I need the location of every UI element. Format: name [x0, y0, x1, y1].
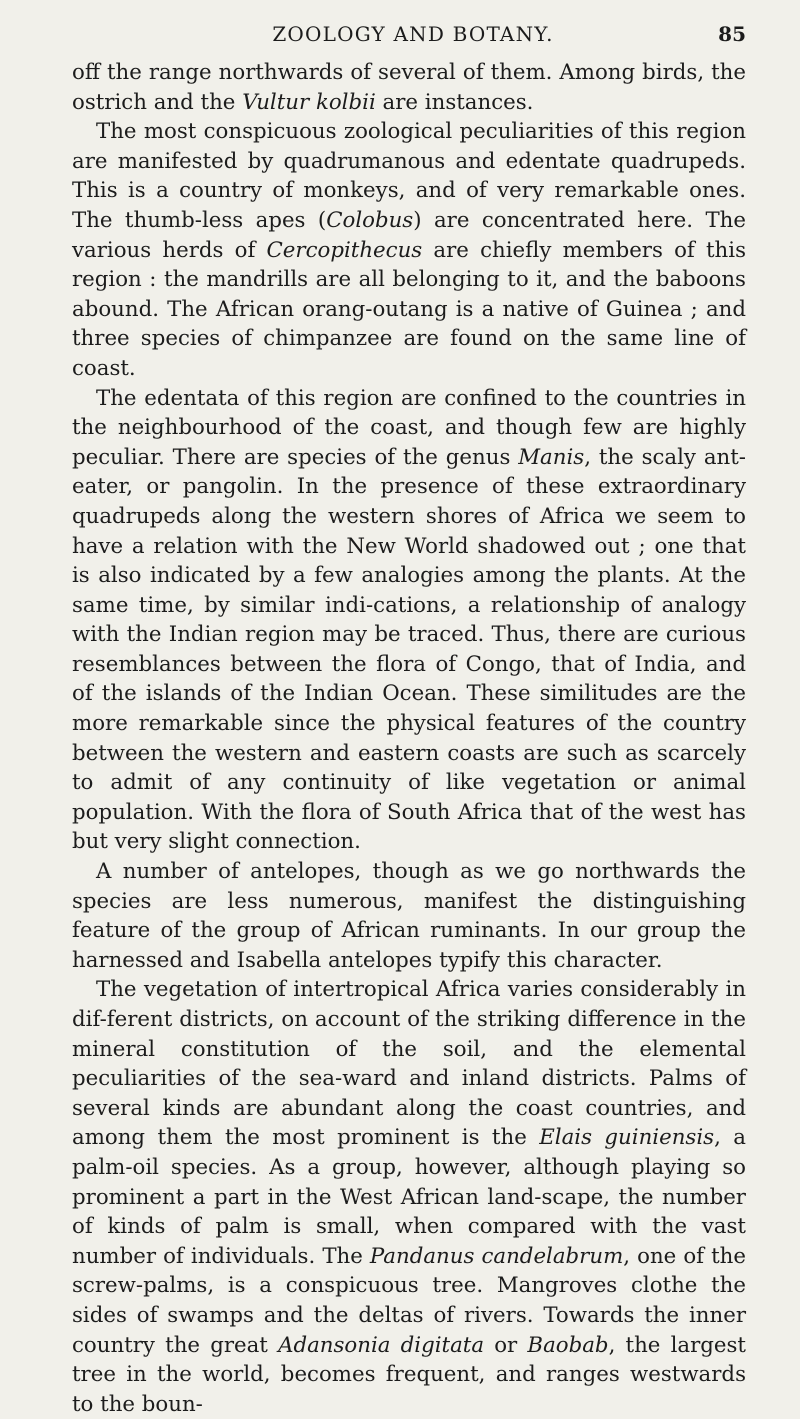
paragraph: [72, 117, 746, 383]
paragraph: [72, 384, 746, 858]
italic-term: Pandanus candelabrum: [369, 1243, 624, 1269]
paragraph: [72, 58, 746, 117]
text-run: ) are concentrated here. The various herds of: [72, 207, 746, 263]
text-run: , the scaly ant-eater, or pangolin. In the presence of these extraordinary quadrupeds along the western shores of Africa we seem to have a relation with the New World shadowed out ; one that is also indicated by a few analogies among the plants. At the same time, by similar indi-cations, a relationship of analogy with the Indian region may be traced. Thus, there are curious resemblances between the flora of Congo, that of India, and of the islands of the Indian Ocean. These similitudes are the more remarkable since the physical features of the country between the western and eastern coasts are such as scarcely to admit of any continuity of like vegetation or animal population. With the flora of South Africa that of the west has but very slight connection.: [72, 444, 746, 855]
text-run: are chiefly members of this region : the mandrills are all belonging to it, and the baboons abound. The African orang-outang is a native of Guinea ; and three species of chimpanzee are found on the same line of coast.: [72, 237, 747, 381]
text-run: , a palm-oil species. As a group, however, although playing so prominent a part in the West African land-scape, the number of kinds of palm is small, when compared with the vast number of individuals. The: [72, 1125, 746, 1269]
text-run: The edentata of this region are confined to the countries in the neighbourhood of the coast, and though few are highly peculiar. There are species of the genus: [72, 385, 746, 470]
page-number: 85: [718, 22, 746, 46]
italic-term: Cercopithecus: [266, 237, 423, 263]
text-run: off the range northwards of several of them. Among birds, the ostrich and the: [72, 60, 746, 115]
text-run: The most conspicuous zoological peculiarities of this region are manifested by quadrumanous and edentate quadrupeds. This is a country of monkeys, and of very remarkable ones. The thumb-less apes (: [72, 119, 746, 233]
text-run: , the largest tree in the world, becomes frequent, and ranges westwards to the boun-: [72, 1332, 746, 1417]
text-run: or: [484, 1332, 528, 1358]
text-run: , one of the screw-palms, is a conspicuous tree. Mangroves clothe the sides of swamps and the deltas of rivers. Towards the inner country the great: [72, 1243, 746, 1358]
italic-term: Colobus: [326, 207, 414, 233]
italic-term: Elais guiniensis: [539, 1125, 715, 1151]
italic-term: Manis: [518, 444, 585, 470]
text-run: are instances.: [375, 89, 534, 115]
italic-term: Adansonia digitata: [278, 1332, 485, 1358]
text-run: The vegetation of intertropical Africa varies considerably in dif-ferent districts, on account of the striking difference in the mineral constitution of the soil, and the elemental peculiarities of the sea-ward and inland districts. Palms of several kinds are abundant along the coast countries, and among them the most prominent is the: [72, 977, 746, 1151]
paragraph: [72, 857, 746, 975]
italic-term: Baobab: [527, 1332, 609, 1358]
running-head: [72, 0, 746, 58]
italic-term: Vultur kolbii: [242, 89, 376, 115]
paragraph: [72, 975, 746, 1419]
body-text: [72, 58, 746, 1419]
text-run: A number of antelopes, though as we go northwards the species are less numerous, manifest the distinguishing feature of the group of African ruminants. In our group the harnessed and Isabella antelopes typify this character.: [72, 859, 746, 973]
running-title: ZOOLOGY AND BOTANY.: [272, 22, 554, 46]
